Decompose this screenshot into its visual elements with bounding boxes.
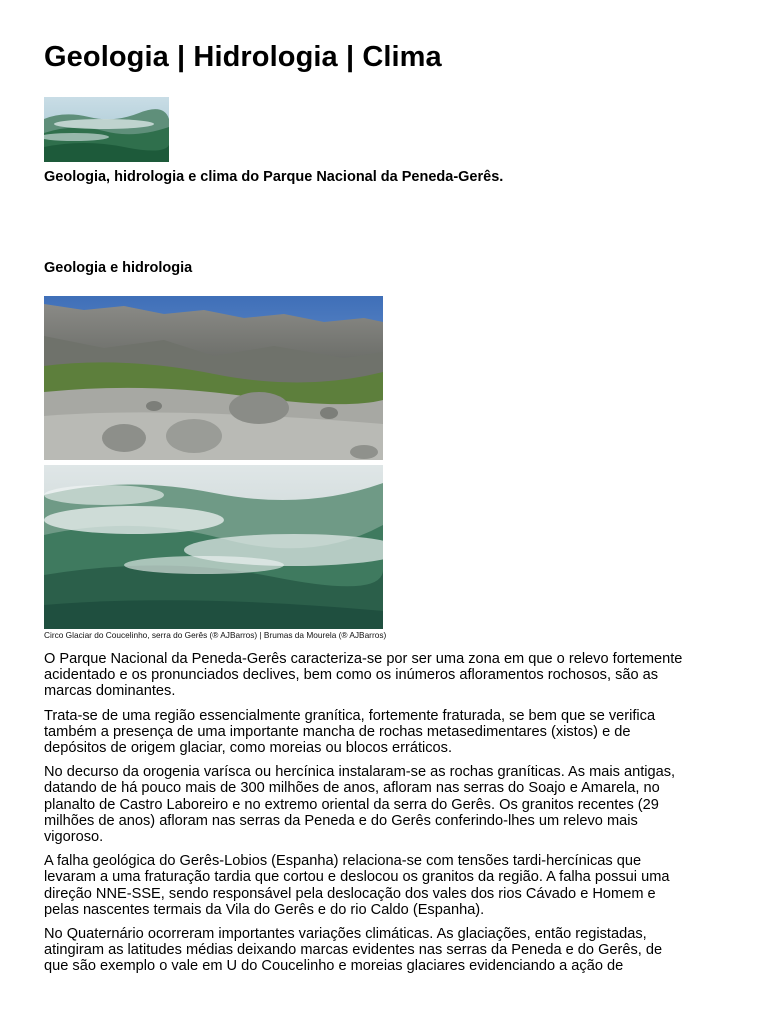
body-text <box>44 651 684 983</box>
paragraph: Trata-se de uma região essencialmente granítica, fortemente fraturada, se bem que se verifica também a presença de uma importante mancha de rochas metasedimentares (xistos) e de depósitos de origem glaciar, como moreias ou blocos erráticos. <box>44 707 656 757</box>
section-heading: Geologia e hidrologia <box>44 260 193 276</box>
page-subtitle: Geologia, hidrologia e clima do Parque Nacional da Peneda-Gerês. <box>44 169 504 185</box>
page-title: Geologia | Hidrologia | Clima <box>44 41 442 73</box>
photo-caption: Circo Glaciar do Coucelinho, serra do Gerês (® AJBarros) | Brumas da Mourela (® AJBarros) <box>44 630 387 640</box>
glacial-cirque-photo <box>44 296 383 460</box>
header-thumbnail-image <box>44 97 169 162</box>
paragraph: No decurso da orogenia varísca ou hercínica instalaram-se as rochas graníticas. As mais antigas, datando de há pouco mais de 300 milhões de anos, afloram nas serras do Soajo e Amarela, no planalto de Castro Laboreiro e no extremo oriental da serra do Gerês. Os granitos recentes (29 milhões de anos) afloram nas serras da Peneda e do Gerês conferindo-lhes um relevo mais vigoroso. <box>44 764 676 846</box>
paragraph: No Quaternário ocorreram importantes variações climáticas. As glaciações, então registadas, atingiram as latitudes médias deixando marcas evidentes nas serras da Peneda e do Gerês, de que são exemplo o vale em U do Coucelinho e moreias glaciares evidenciando a ação de <box>44 926 663 975</box>
paragraph: O Parque Nacional da Peneda-Gerês caracteriza-se por ser uma zona em que o relevo fortemente acidentado e os pronunciados declives, bem como os inúmeros afloramentos rochosos, são as marcas dominantes. <box>44 651 683 700</box>
paragraph: A falha geológica do Gerês-Lobios (Espanha) relaciona-se com tensões tardi-hercínicas que levaram a uma fraturação tardia que cortou e deslocou os granitos da região. A falha possui uma direção NNE-SSE, sendo responsável pela deslocação dos vales dos rios Cávado e Homem e pelas nascentes termais da Vila do Gerês e do rio Caldo (Espanha). <box>44 853 670 918</box>
mourela-mist-photo <box>44 465 383 629</box>
